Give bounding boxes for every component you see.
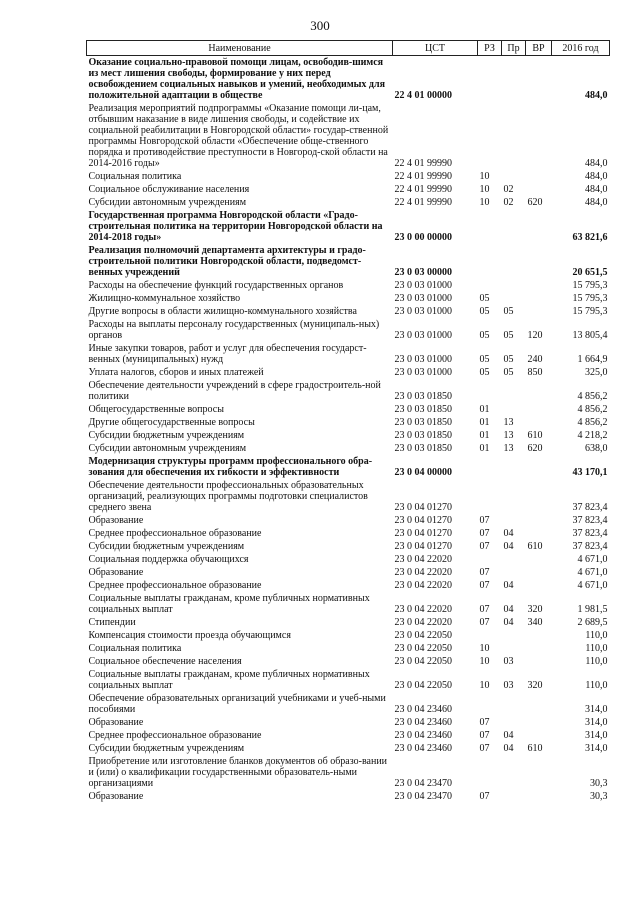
table-row [87,56,610,103]
row-code: 23 0 04 22020 [394,604,452,615]
row-code: 23 0 03 01000 [394,293,452,304]
row-pr [502,455,526,479]
row-code: 23 0 04 01270 [394,502,452,513]
row-pr [502,379,526,403]
row-code: 23 0 04 01270 [394,515,452,526]
row-amount: 4 671,0 [577,567,608,578]
table-header-row [87,41,610,56]
row-amount: 1 664,9 [577,354,608,365]
row-name: Реализация мероприятий подпрограммы «Оказание помощи ли-цам, отбывшим наказание в виде лишения свободы, и содействие их социальной реабилитации в Новгородской области» государ-ственной программы Новгородской области «Обеспечение обще-ственного порядка и противодействие преступности в Новгород-ской области на 2014-2016 годы» [88,103,389,169]
row-rz: 01 [479,443,490,454]
row-amount: 314,0 [585,730,608,741]
row-vr [526,729,552,742]
row-code: 23 0 03 01850 [394,443,452,454]
row-amount: 314,0 [585,717,608,728]
row-vr [526,579,552,592]
row-vr: 120 [527,330,543,341]
row-rz: 07 [479,617,490,628]
row-vr [526,692,552,716]
table-row [87,429,610,442]
table-body [87,56,610,804]
row-code: 23 0 00 00000 [394,232,452,243]
row-amount: 37 823,4 [572,502,608,513]
row-code: 23 0 04 23470 [394,791,452,802]
row-name: Уплата налогов, сборов и иных платежей [88,367,264,378]
row-vr [526,292,552,305]
table-row [87,196,610,209]
row-amount: 110,0 [585,630,608,641]
row-vr [526,379,552,403]
row-amount: 638,0 [585,443,608,454]
table-row [87,527,610,540]
row-pr: 03 [503,656,514,667]
row-name: Компенсация стоимости проезда обучающимся [88,630,291,641]
row-pr: 05 [503,330,514,341]
row-amount: 4 856,2 [577,391,608,402]
row-vr [526,479,552,514]
row-vr [526,279,552,292]
row-code: 23 0 04 01270 [394,541,452,552]
row-rz: 07 [479,580,490,591]
row-code: 23 0 04 22020 [394,617,452,628]
row-name: Социальные выплаты гражданам, кроме публичных нормативных социальных выплат [88,593,370,615]
row-rz: 07 [479,567,490,578]
row-rz [478,102,502,170]
row-rz: 05 [479,354,490,365]
row-rz: 07 [479,717,490,728]
table-row [87,279,610,292]
row-amount: 13 805,4 [572,330,608,341]
row-amount: 15 795,3 [572,293,608,304]
row-code: 23 0 04 23460 [394,730,452,741]
row-rz: 10 [479,171,490,182]
row-pr [502,629,526,642]
row-pr [502,292,526,305]
row-rz [478,553,502,566]
table-row [87,755,610,790]
row-code: 22 4 01 99990 [394,158,452,169]
row-amount: 4 671,0 [577,580,608,591]
row-vr: 610 [527,541,543,552]
row-pr: 04 [503,541,514,552]
row-name: Другие вопросы в области жилищно-коммунального хозяйства [88,306,357,317]
row-code: 23 0 03 01000 [394,367,452,378]
row-amount: 484,0 [585,184,608,195]
row-name: Образование [88,567,144,578]
row-pr [502,244,526,279]
row-vr: 610 [527,743,543,754]
row-pr [502,692,526,716]
row-amount: 15 795,3 [572,306,608,317]
table-row [87,342,610,366]
table-row [87,566,610,579]
row-name: Субсидии автономным учреждениям [88,443,247,454]
row-rz: 10 [479,656,490,667]
row-code: 23 0 04 23460 [394,717,452,728]
row-name: Жилищно-коммунальное хозяйство [88,293,241,304]
row-pr [502,716,526,729]
row-vr [526,416,552,429]
row-rz [478,209,502,244]
row-amount: 4 218,2 [577,430,608,441]
row-vr [526,455,552,479]
row-rz [478,755,502,790]
header-rz: РЗ [478,41,502,56]
row-name: Социальное обеспечение населения [88,656,242,667]
row-rz: 05 [479,367,490,378]
row-pr: 04 [503,730,514,741]
row-vr [526,170,552,183]
header-code: ЦСТ [393,41,478,56]
row-amount: 314,0 [585,743,608,754]
row-rz: 05 [479,330,490,341]
row-amount: 30,3 [590,791,608,802]
table-row [87,514,610,527]
row-code: 23 0 04 22050 [394,656,452,667]
row-name: Социальное обслуживание населения [88,184,250,195]
row-vr [526,566,552,579]
row-code: 23 0 04 23460 [394,704,452,715]
page-number: 300 [310,18,330,33]
row-pr [502,279,526,292]
row-amount: 37 823,4 [572,515,608,526]
row-pr [502,403,526,416]
row-vr: 320 [527,680,543,691]
row-name: Образование [88,717,144,728]
row-pr [502,209,526,244]
row-amount: 4 671,0 [577,554,608,565]
table-row [87,540,610,553]
table-row [87,403,610,416]
row-pr: 05 [503,354,514,365]
header-name: Наименование [87,41,393,56]
row-amount: 15 795,3 [572,280,608,291]
table-row [87,479,610,514]
row-pr [502,170,526,183]
row-vr: 610 [527,430,543,441]
table-row [87,442,610,455]
row-name: Стипендии [88,617,136,628]
row-name: Образование [88,515,144,526]
row-pr: 13 [503,443,514,454]
header-vr: ВР [526,41,552,56]
row-vr [526,305,552,318]
row-rz: 10 [479,680,490,691]
row-vr [526,655,552,668]
row-pr: 04 [503,528,514,539]
table-row [87,629,610,642]
row-name: Социальные выплаты гражданам, кроме публичных нормативных социальных выплат [88,669,370,691]
table-row [87,616,610,629]
row-pr: 13 [503,430,514,441]
row-pr: 04 [503,743,514,754]
row-rz: 07 [479,515,490,526]
row-vr [526,755,552,790]
row-rz: 10 [479,197,490,208]
row-code: 22 4 01 00000 [394,90,452,101]
row-amount: 63 821,6 [572,232,608,243]
row-name: Обеспечение деятельности учреждений в сфере градостроитель-ной политики [88,380,381,402]
row-code: 23 0 03 01000 [394,306,452,317]
row-amount: 2 689,5 [577,617,608,628]
row-pr: 02 [503,184,514,195]
row-pr [502,479,526,514]
row-name: Образование [88,791,144,802]
row-vr: 850 [527,367,543,378]
table-row [87,318,610,342]
row-pr [502,642,526,655]
row-name: Общегосударственные вопросы [88,404,224,415]
row-code: 23 0 04 22020 [394,580,452,591]
row-code: 23 0 04 22020 [394,554,452,565]
row-amount: 37 823,4 [572,541,608,552]
row-code: 23 0 03 00000 [394,267,452,278]
row-amount: 1 981,5 [577,604,608,615]
table-row [87,209,610,244]
row-rz: 07 [479,541,490,552]
row-code: 23 0 04 23470 [394,778,452,789]
row-vr [526,629,552,642]
row-name: Государственная программа Новгородской области «Градо-строительная политика на территории Новгородской области на 2014-2018 годы» [88,210,383,243]
row-code: 23 0 04 22050 [394,643,452,654]
row-rz [478,56,502,103]
table-row [87,305,610,318]
row-name: Реализация полномочий департамента архитектуры и градо-строительной политики Новгородской области, подведомст-венных учреждений [88,245,366,278]
table-row [87,592,610,616]
row-name: Расходы на выплаты персоналу государственных (муниципаль-ных) органов [88,319,380,341]
row-code: 23 0 04 22020 [394,567,452,578]
row-amount: 20 651,5 [572,267,608,278]
table-row [87,244,610,279]
row-code: 23 0 04 23460 [394,743,452,754]
row-pr [502,566,526,579]
row-name: Оказание социально-правовой помощи лицам, освободив-шимся из мест лишения свободы, формирование у них перед освобождением социальных навыков и умений, необходимых для положительной адаптации в обществе [88,57,386,101]
row-amount: 110,0 [585,680,608,691]
row-pr: 13 [503,417,514,428]
row-rz: 01 [479,430,490,441]
row-pr: 03 [503,680,514,691]
row-vr [526,183,552,196]
row-amount: 325,0 [585,367,608,378]
row-code: 23 0 03 01000 [394,354,452,365]
row-vr [526,102,552,170]
row-vr [526,56,552,103]
table-row [87,790,610,803]
table-row [87,553,610,566]
row-pr [502,553,526,566]
row-vr: 620 [527,197,543,208]
row-code: 23 0 04 01270 [394,528,452,539]
table-row [87,716,610,729]
row-name: Социальная политика [88,171,182,182]
table-row [87,102,610,170]
row-rz [478,692,502,716]
row-pr [502,102,526,170]
row-vr [526,403,552,416]
row-amount: 4 856,2 [577,404,608,415]
row-rz: 05 [479,293,490,304]
table-row [87,579,610,592]
row-vr [526,642,552,655]
row-name: Обеспечение образовательных организаций учебниками и учеб-ными пособиями [88,693,386,715]
row-code: 23 0 04 00000 [394,467,452,478]
row-code: 23 0 04 22050 [394,630,452,641]
row-pr [502,56,526,103]
row-rz [478,629,502,642]
row-code: 23 0 04 22050 [394,680,452,691]
row-vr: 240 [527,354,543,365]
row-amount: 37 823,4 [572,528,608,539]
header-pr: Пр [502,41,526,56]
row-amount: 110,0 [585,656,608,667]
row-name: Социальная политика [88,643,182,654]
table-row [87,655,610,668]
row-rz [478,379,502,403]
row-amount: 43 170,1 [572,467,608,478]
row-name: Другие общегосударственные вопросы [88,417,255,428]
row-code: 22 4 01 99990 [394,171,452,182]
row-rz: 07 [479,604,490,615]
row-name: Субсидии автономным учреждениям [88,197,247,208]
table-row [87,692,610,716]
row-pr: 04 [503,580,514,591]
row-vr [526,209,552,244]
row-name: Субсидии бюджетным учреждениям [88,430,245,441]
row-amount: 110,0 [585,643,608,654]
row-name: Обеспечение деятельности профессиональных образовательных организаций, реализующих программы подготовки специалистов среднего звена [88,480,368,513]
row-amount: 314,0 [585,704,608,715]
row-code: 22 4 01 99990 [394,197,452,208]
table-row [87,742,610,755]
row-rz: 01 [479,417,490,428]
row-rz: 10 [479,643,490,654]
row-pr [502,755,526,790]
row-name: Среднее профессиональное образование [88,528,262,539]
row-rz [478,479,502,514]
table-row [87,183,610,196]
row-vr [526,790,552,803]
row-name: Приобретение или изготовление бланков документов об образо-вании и (или) о квалификации государственными образователь-ными организациями [88,756,388,789]
budget-table [86,40,610,803]
row-rz: 07 [479,730,490,741]
row-pr [502,514,526,527]
table-row [87,170,610,183]
row-vr [526,716,552,729]
row-code: 23 0 03 01850 [394,404,452,415]
table-row [87,668,610,692]
row-pr [502,790,526,803]
header-amount: 2016 год [552,41,610,56]
row-amount: 484,0 [585,171,608,182]
row-rz: 05 [479,306,490,317]
row-code: 23 0 03 01850 [394,430,452,441]
row-amount: 484,0 [585,90,608,101]
row-vr [526,553,552,566]
row-name: Среднее профессиональное образование [88,730,262,741]
row-code: 23 0 03 01850 [394,417,452,428]
row-rz: 07 [479,743,490,754]
row-pr: 04 [503,617,514,628]
table-row [87,366,610,379]
row-code: 22 4 01 99990 [394,184,452,195]
row-name: Субсидии бюджетным учреждениям [88,743,245,754]
row-pr: 05 [503,367,514,378]
table-row [87,292,610,305]
table-row [87,729,610,742]
row-name: Социальная поддержка обучающихся [88,554,249,565]
row-amount: 4 856,2 [577,417,608,428]
row-rz: 10 [479,184,490,195]
row-name: Субсидии бюджетным учреждениям [88,541,245,552]
row-name: Расходы на обеспечение функций государственных органов [88,280,344,291]
row-amount: 484,0 [585,158,608,169]
row-vr: 620 [527,443,543,454]
row-name: Среднее профессиональное образование [88,580,262,591]
row-pr: 05 [503,306,514,317]
row-amount: 484,0 [585,197,608,208]
row-vr: 320 [527,604,543,615]
row-name: Иные закупки товаров, работ и услуг для обеспечения государст-венных (муниципальных) нужд [88,343,367,365]
row-code: 23 0 03 01850 [394,391,452,402]
row-vr [526,244,552,279]
row-rz [478,244,502,279]
row-name: Модернизация структуры программ профессионального обра-зования для обеспечения их гибкости и эффективности [88,456,373,478]
table-row [87,416,610,429]
row-vr [526,527,552,540]
table-row [87,642,610,655]
table-row [87,379,610,403]
row-vr [526,514,552,527]
row-rz: 07 [479,791,490,802]
row-rz: 07 [479,528,490,539]
row-rz [478,455,502,479]
row-vr: 340 [527,617,543,628]
table-row [87,455,610,479]
row-amount: 30,3 [590,778,608,789]
row-code: 23 0 03 01000 [394,330,452,341]
row-pr: 04 [503,604,514,615]
row-pr: 02 [503,197,514,208]
row-code: 23 0 03 01000 [394,280,452,291]
row-rz [478,279,502,292]
row-rz: 01 [479,404,490,415]
